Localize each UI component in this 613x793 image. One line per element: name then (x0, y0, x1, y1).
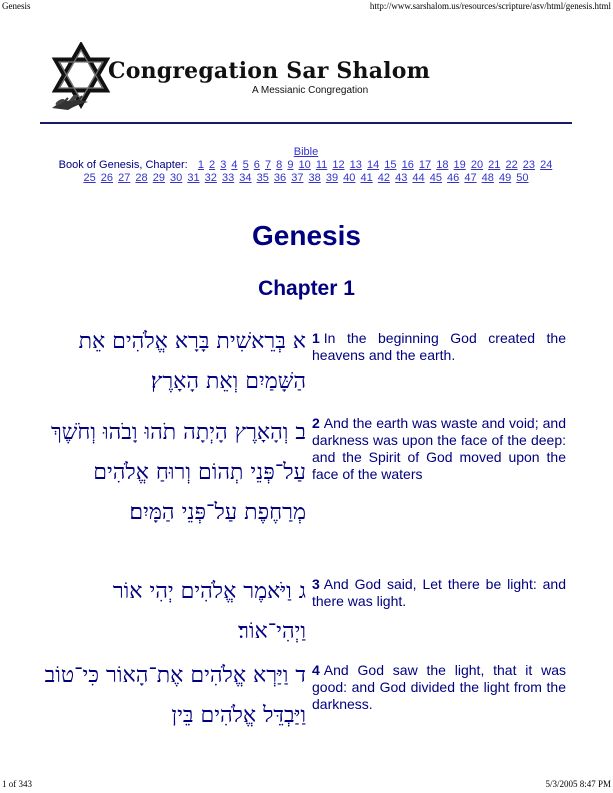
chapter-link[interactable]: 7 (264, 159, 272, 171)
chapter-link[interactable]: 38 (308, 172, 321, 184)
chapter-title: Chapter 1 (258, 277, 355, 300)
chapter-link[interactable]: 34 (239, 172, 252, 184)
verse-hebrew: ג וַיֹּאמֶר אֱלֹהִים יְהִי אוֹר וַיְהִי־אוֹר׃ (112, 579, 306, 644)
print-datetime: 5/3/2005 8:47 PM (545, 779, 611, 789)
chapter-link[interactable]: 39 (325, 172, 339, 184)
chapter-link[interactable]: 2 (209, 159, 216, 171)
chapter-list-row1 (40, 159, 572, 172)
chapter-link[interactable]: 20 (470, 159, 484, 171)
chapter-link[interactable]: 36 (273, 172, 287, 184)
chapter-link[interactable]: 17 (418, 159, 432, 171)
chapter-list-row2 (40, 172, 572, 185)
chapter-link[interactable]: 49 (498, 172, 512, 184)
verse-english (312, 662, 566, 713)
chapter-link[interactable]: 14 (366, 159, 380, 171)
chapter-link[interactable]: 44 (412, 172, 425, 184)
chapter-link[interactable]: 31 (187, 172, 200, 184)
chapter-link[interactable]: 37 (291, 172, 304, 184)
book-title: Genesis (252, 220, 361, 251)
chapter-link[interactable]: 18 (436, 159, 449, 171)
verse-english (312, 330, 566, 364)
chapter-link[interactable]: 30 (170, 172, 183, 184)
verse-hebrew: א בְּרֵאשִׁית בָּרָא אֱלֹהִים אֵת הַשָּׁמַיִם וְאֵת הָאָרֶץ׃ (78, 329, 306, 394)
chapter-link[interactable]: 22 (505, 159, 518, 171)
chapter-link[interactable]: 41 (360, 172, 373, 184)
chapter-navigation (40, 146, 572, 185)
chapter-link[interactable]: 33 (221, 172, 235, 184)
chapter-label: Book of Genesis, Chapter: (58, 159, 188, 171)
chapter-link[interactable]: 19 (453, 159, 466, 171)
chapter-link[interactable]: 48 (481, 172, 494, 184)
verse-english (312, 576, 566, 610)
chapter-link[interactable]: 5 (242, 159, 249, 171)
chapter-link[interactable]: 32 (204, 172, 217, 184)
print-header-url: http://www.sarshalom.us/resources/scripture/asv/html/genesis.html (369, 1, 611, 11)
verse-text: And the earth was waste and void; and darkness was upon the face of the deep: and the Spirit of God moved upon the face of the waters (312, 415, 566, 482)
chapter-link[interactable]: 29 (152, 172, 165, 184)
chapter-link[interactable]: 28 (135, 172, 148, 184)
verse-hebrew: ב וְהָאָרֶץ הָיְתָה תֹהוּ וָבֹהוּ וְחֹשֶׁךְ עַל־פְּנֵי תְהוֹם וְרוּחַ אֱלֹהִים מְרַחֶפֶת עַל־פְּנֵי הַמָּיִם׃ (50, 420, 306, 525)
congregation-logo[interactable] (48, 42, 431, 117)
chapter-link[interactable]: 13 (349, 159, 362, 171)
print-header (0, 1, 613, 13)
chapter-link[interactable]: 1 (197, 159, 204, 171)
chapter-link[interactable]: 6 (253, 159, 260, 171)
chapter-link[interactable]: 27 (118, 172, 131, 184)
chapter-link[interactable]: 3 (220, 159, 227, 171)
chapter-link[interactable]: 16 (401, 159, 414, 171)
verse-number: 4 (312, 662, 320, 678)
verse-number: 3 (312, 576, 320, 592)
print-footer (0, 779, 613, 791)
chapter-link[interactable]: 26 (100, 172, 114, 184)
chapter-link[interactable]: 46 (447, 172, 460, 184)
chapter-link[interactable]: 15 (384, 159, 397, 171)
header-divider (40, 122, 572, 124)
chapter-link[interactable]: 12 (332, 159, 345, 171)
chapter-link[interactable]: 43 (395, 172, 408, 184)
verse-hebrew: ד וַיַּרְא אֱלֹהִים אֶת־הָאוֹר כִּי־טוֹב וַיַּבְדֵּל אֱלֹהִים בֵּין (44, 663, 306, 728)
verse-number: 1 (312, 330, 320, 346)
chapter-link[interactable]: 35 (256, 172, 269, 184)
verse-text: And God saw the light, that it was good: and God divided the light from the darkness. (312, 662, 566, 712)
chapter-link[interactable]: 11 (315, 159, 328, 171)
chapter-link[interactable]: 23 (522, 159, 536, 171)
chapter-link[interactable]: 47 (464, 172, 477, 184)
chapter-link[interactable]: 4 (231, 159, 238, 171)
logo-subtitle: A Messianic Congregation (252, 85, 369, 96)
chapter-link[interactable]: 10 (298, 159, 311, 171)
logo-title: Congregation Sar Shalom (108, 58, 431, 84)
chapter-link[interactable]: 9 (287, 159, 294, 171)
chapter-link[interactable]: 50 (516, 172, 529, 184)
verse-text: In the beginning God created the heavens and the earth. (312, 330, 566, 363)
chapter-link[interactable]: 24 (540, 159, 553, 171)
bible-link[interactable]: Bible (293, 146, 319, 158)
print-page-count: 1 of 343 (2, 779, 32, 789)
chapter-link[interactable]: 42 (377, 172, 391, 184)
chapter-link[interactable]: 25 (83, 172, 96, 184)
verse-number: 2 (312, 415, 320, 431)
chapter-link[interactable]: 8 (276, 159, 283, 171)
chapter-link[interactable]: 45 (429, 172, 442, 184)
verse-english (312, 415, 566, 483)
verse-text: And God said, Let there be light: and there was light. (312, 576, 566, 609)
chapter-link[interactable]: 40 (343, 172, 356, 184)
chapter-link[interactable]: 21 (488, 159, 501, 171)
print-header-title: Genesis (2, 1, 31, 11)
